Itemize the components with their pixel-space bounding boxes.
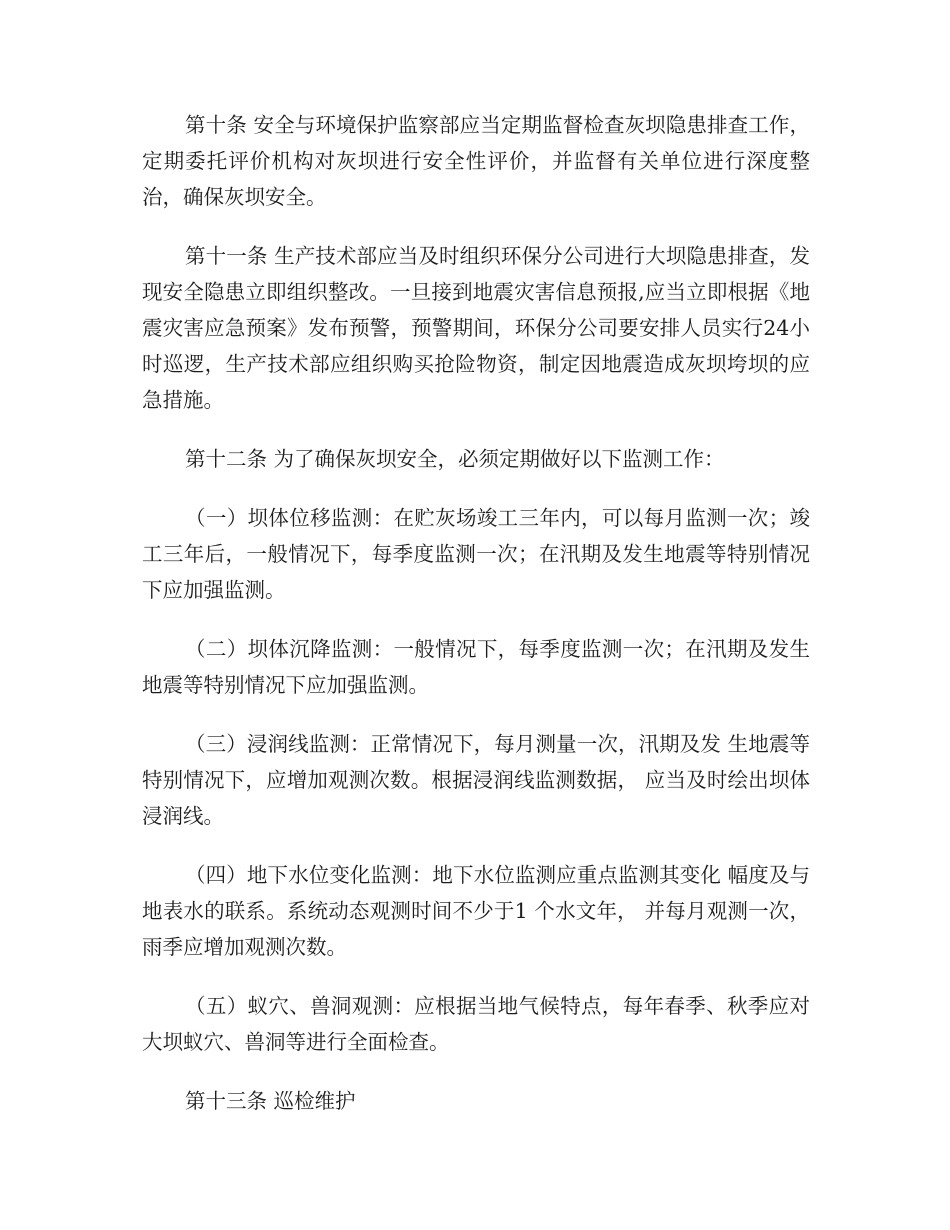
paragraph-article-11: 第十一条 生产技术部应当及时组织环保分公司进行大坝隐患排查，发现安全隐患立即组织整改。一旦接到地震灾害信息预报,应当立即根据《地震灾害应急预案》发布预警，预警期间，环保分公司要安排人员实行24小时巡逻，生产技术部应组织购买抢险物资，制定因地震造成灰坝垮坝的应急措施。 (142, 244, 810, 412)
paragraph-article-12: 第十二条 为了确保灰坝安全，必须定期做好以下监测工作： (185, 447, 725, 471)
paragraph-article-10: 第十条 安全与环境保护监察部应当定期监督检查灰坝隐患排查工作，定期委托评价机构对灰坝进行安全性评价，并监督有关单位进行深度整治，确保灰坝安全。 (142, 113, 810, 209)
paragraph-item-4-groundwater: （四）地下水位变化监测：地下水位监测应重点监测其变化 幅度及与地表水的联系。系统动态观测时间不少于1 个水文年， 并每月观测一次，雨季应增加观测次数。 (142, 863, 810, 959)
paragraph-item-3-phreatic-line: （三）浸润线监测：正常情况下，每月测量一次，汛期及发 生地震等特别情况下，应增加观测次数。根据浸润线监测数据， 应当及时绘出坝体浸润线。 (142, 732, 810, 828)
paragraph-item-2-settlement: （二）坝体沉降监测：一般情况下，每季度监测一次；在汛期及发生地震等特别情况下应加强监测。 (142, 637, 810, 697)
paragraph-article-13: 第十三条 巡检维护 (185, 1089, 356, 1113)
paragraph-item-1-displacement: （一）坝体位移监测：在贮灰场竣工三年内，可以每月监测一次；竣工三年后，一般情况下，每季度监测一次；在汛期及发生地震等特别情况下应加强监测。 (142, 506, 810, 602)
paragraph-item-5-burrows: （五）蚁穴、兽洞观测：应根据当地气候特点，每年春季、秋季应对大坝蚁穴、兽洞等进行全面检查。 (142, 994, 810, 1054)
